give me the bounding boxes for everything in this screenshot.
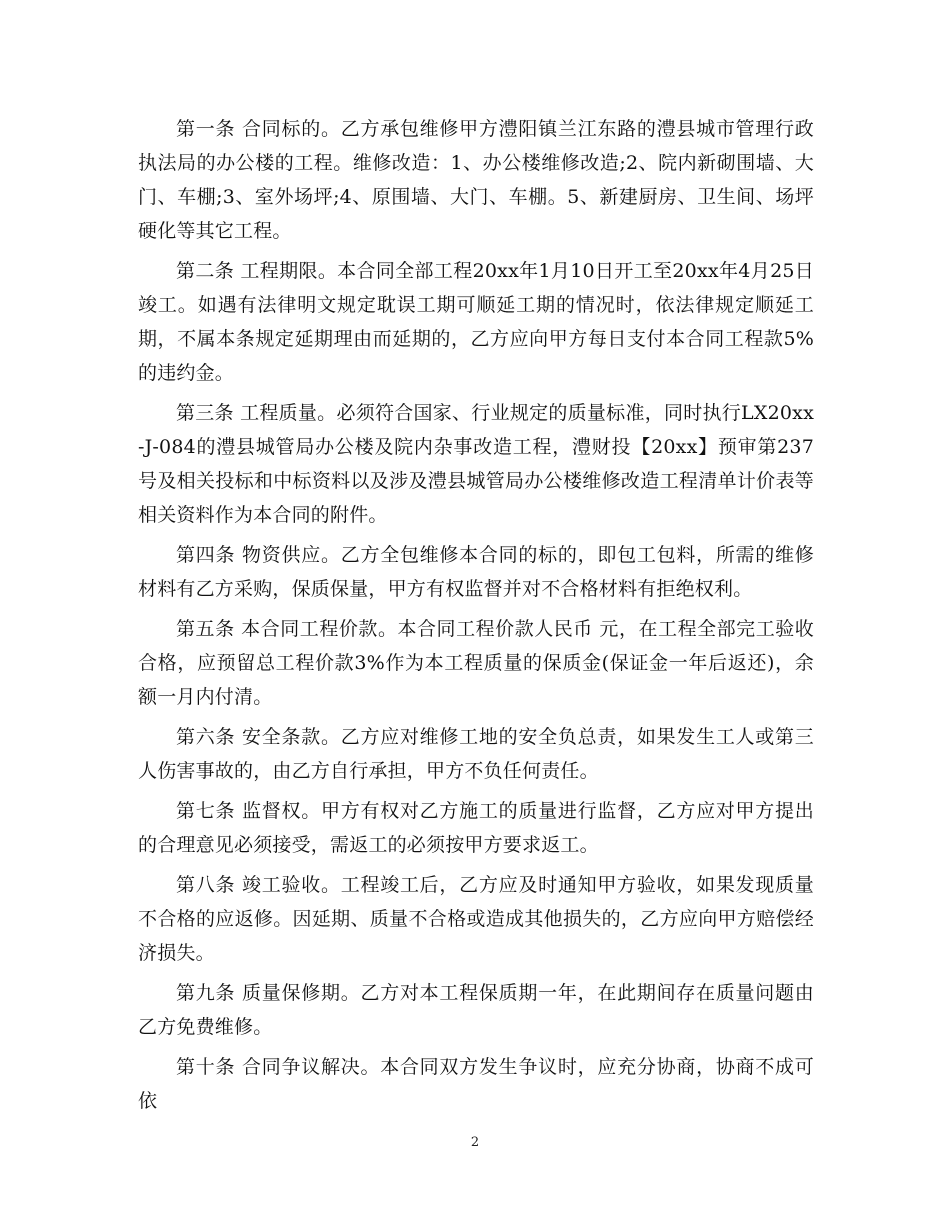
clause-7-paragraph: 第七条 监督权。甲方有权对乙方施工的质量进行监督，乙方应对甲方提出的合理意见必须接受，需返工的必须按甲方要求返工。 <box>138 800 814 856</box>
clause-2-paragraph: 第二条 工程期限。本合同全部工程20xx年1月10日开工至20xx年4月25日竣工。如遇有法律明文规定耽误工期可顺延工期的情况时，依法律规定顺延工期，不属本条规定延期理由而延期的，乙方应向甲方每日支付本合同工程款5%的违约金。 <box>138 260 814 384</box>
clause-4-paragraph: 第四条 物资供应。乙方全包维修本合同的标的，即包工包料，所需的维修材料有乙方采购，保质保量，甲方有权监督并对不合格材料有拒绝权利。 <box>138 544 814 600</box>
clause-1-paragraph: 第一条 合同标的。乙方承包维修甲方澧阳镇兰江东路的澧县城市管理行政执法局的办公楼的工程。维修改造：1、办公楼维修改造;2、院内新砌围墙、大门、车棚;3、室外场坪;4、原围墙、大门、车棚。5、新建厨房、卫生间、场坪硬化等其它工程。 <box>138 118 814 242</box>
clause-8-paragraph: 第八条 竣工验收。工程竣工后，乙方应及时通知甲方验收，如果发现质量不合格的应返修。因延期、质量不合格或造成其他损失的，乙方应向甲方赔偿经济损失。 <box>138 874 814 964</box>
contract-body <box>138 112 814 1124</box>
clause-9-paragraph: 第九条 质量保修期。乙方对本工程保质期一年，在此期间存在质量问题由乙方免费维修。 <box>138 982 814 1038</box>
page-number: 2 <box>470 1135 480 1150</box>
clause-3-paragraph: 第三条 工程质量。必须符合国家、行业规定的质量标准，同时执行LX20xx-J-084的澧县城管局办公楼及院内杂事改造工程，澧财投【20xx】预审第237号及相关投标和中标资料以及涉及澧县城管局办公楼维修改造工程清单计价表等相关资料作为本合同的附件。 <box>138 402 814 526</box>
clause-5-paragraph: 第五条 本合同工程价款。本合同工程价款人民币 元，在工程全部完工验收合格，应预留总工程价款3%作为本工程质量的保质金(保证金一年后返还)，余额一月内付清。 <box>138 618 814 708</box>
clause-6-paragraph: 第六条 安全条款。乙方应对维修工地的安全负总责，如果发生工人或第三人伤害事故的，由乙方自行承担，甲方不负任何责任。 <box>138 726 814 782</box>
clause-10-paragraph: 第十条 合同争议解决。本合同双方发生争议时，应充分协商，协商不成可依 <box>138 1056 814 1112</box>
